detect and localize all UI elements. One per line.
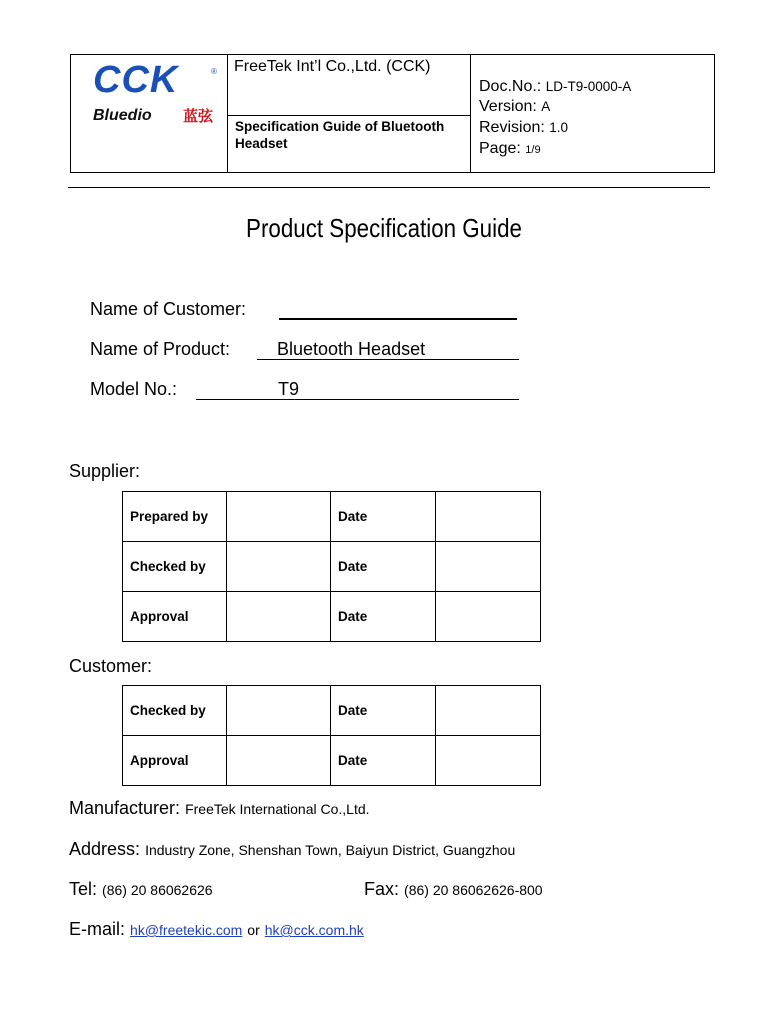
table-row — [123, 542, 541, 592]
company-logo: CCK — [93, 59, 179, 101]
role-cell: Checked by — [123, 686, 227, 736]
registered-mark: ® — [211, 67, 217, 76]
header-corner-tick — [70, 54, 74, 55]
model-no-underline — [196, 399, 519, 400]
table-row — [123, 736, 541, 786]
brand-logo-chinese: 蓝弦 — [183, 108, 214, 125]
role-cell: Approval — [123, 736, 227, 786]
signature-cell — [227, 492, 331, 542]
date-value-cell — [436, 592, 541, 642]
table-row — [123, 492, 541, 542]
doc-version — [479, 97, 550, 117]
customer-name-label: Name of Customer: — [90, 299, 247, 319]
header-rule — [68, 187, 710, 188]
date-label-cell: Date — [331, 542, 436, 592]
customer-name-underline — [279, 318, 517, 320]
header-top-border — [74, 54, 715, 55]
supplier-signoff-table — [122, 491, 541, 642]
model-no-label: Model No.: — [90, 379, 178, 399]
role-cell: Approval — [123, 592, 227, 642]
fax-label: Fax: — [364, 879, 400, 899]
date-value-cell — [436, 542, 541, 592]
tel-value: (86) 20 86062626 — [102, 882, 213, 898]
page-title: Product Specification Guide — [246, 213, 522, 243]
signature-cell — [227, 592, 331, 642]
role-cell: Checked by — [123, 542, 227, 592]
address-label: Address: — [69, 839, 141, 859]
tel-line — [69, 878, 213, 901]
doc-number — [479, 77, 631, 97]
customer-signoff-table — [122, 685, 541, 786]
table-row — [123, 686, 541, 736]
tel-label: Tel: — [69, 879, 98, 899]
model-no-value: T9 — [278, 379, 300, 399]
header-divider-right — [470, 54, 471, 173]
company-name: FreeTek Int’l Co.,Ltd. (CCK) — [234, 58, 431, 75]
role-cell: Prepared by — [123, 492, 227, 542]
product-name-underline — [257, 359, 519, 360]
spec-guide-title: Specification Guide of Bluetooth Headset — [235, 119, 445, 151]
date-value-cell — [436, 736, 541, 786]
page-value: 1/9 — [525, 144, 541, 156]
signature-cell — [227, 686, 331, 736]
product-name-value: Bluetooth Headset — [277, 339, 426, 359]
date-label-cell: Date — [331, 686, 436, 736]
header-divider-middle — [227, 115, 470, 116]
table-row — [123, 592, 541, 642]
page-label: Page: — [479, 140, 521, 157]
version-value: A — [541, 99, 551, 114]
doc-revision — [479, 118, 568, 138]
email-link-freetek[interactable]: hk@freetekic.com — [130, 922, 243, 938]
doc-number-value: LD-T9-0000-A — [545, 79, 632, 94]
email-line — [69, 918, 364, 941]
revision-label: Revision: — [479, 119, 545, 136]
revision-value: 1.0 — [549, 120, 569, 135]
fax-value: (86) 20 86062626-800 — [404, 882, 543, 898]
doc-number-label: Doc.No.: — [479, 78, 542, 95]
manufacturer-value: FreeTek International Co.,Ltd. — [185, 801, 370, 817]
date-value-cell — [436, 492, 541, 542]
customer-heading: Customer: — [69, 656, 153, 676]
manufacturer-label: Manufacturer: — [69, 798, 181, 818]
fax-line — [364, 878, 543, 901]
supplier-heading: Supplier: — [69, 461, 141, 481]
email-link-cck[interactable]: hk@cck.com.hk — [264, 922, 364, 938]
signature-cell — [227, 542, 331, 592]
date-value-cell — [436, 686, 541, 736]
date-label-cell: Date — [331, 736, 436, 786]
version-label: Version: — [479, 98, 537, 115]
brand-logo-bluedio: Bluedio — [93, 107, 152, 124]
header-divider-left — [227, 54, 228, 173]
date-label-cell: Date — [331, 592, 436, 642]
address-line — [69, 838, 515, 861]
signature-cell — [227, 736, 331, 786]
product-name-label: Name of Product: — [90, 339, 231, 359]
doc-page — [479, 139, 541, 160]
manufacturer-line — [69, 797, 370, 820]
date-label-cell: Date — [331, 492, 436, 542]
email-label: E-mail: — [69, 919, 126, 939]
address-value: Industry Zone, Shenshan Town, Baiyun District, Guangzhou — [145, 842, 516, 858]
email-separator: or — [247, 922, 260, 938]
